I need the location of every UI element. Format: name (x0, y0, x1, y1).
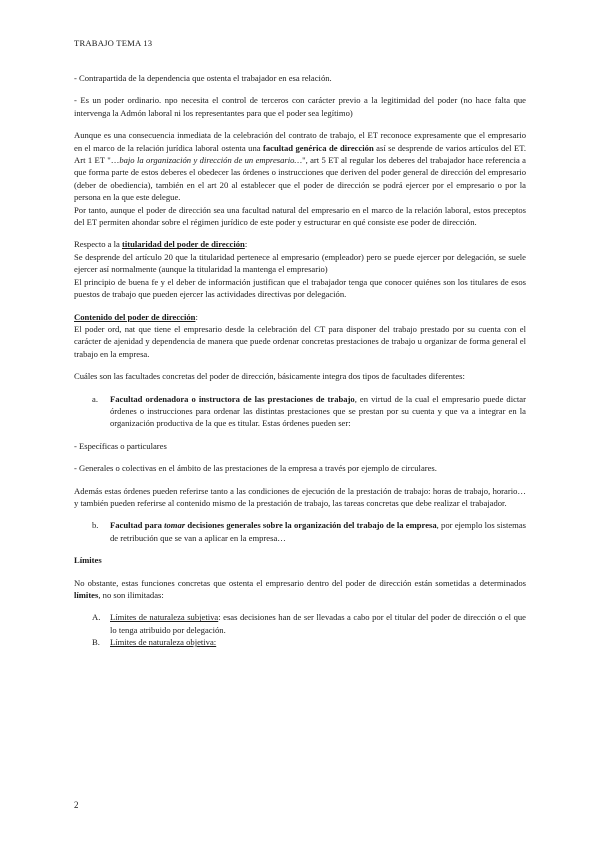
paragraph: - Específicas o particulares (74, 440, 167, 451)
list-marker: b. (92, 520, 99, 531)
list-marker: B. (92, 637, 100, 648)
section-heading-titularidad: titularidad del poder de dirección (121, 239, 245, 250)
paragraph: El principio de buena fe y el deber de información justifican que el trabajador tenga que conocer quiénes son los titulares de esos puestos de trabajo que pueden ejercer las actividades directivas por delegación. (74, 276, 526, 300)
paragraph: Cuáles son las facultades concretas del poder de dirección, básicamente integra dos tipos de facultades diferentes: (74, 371, 465, 382)
list-marker: a. (92, 393, 98, 404)
paragraph: Se desprende del artículo 20 que la titularidad pertenece al empresario (empleador) pero se puede ejercer por delegación, se suele ejercer así normalmente (aunque la titularidad la mantenga el empresario) (74, 251, 526, 275)
underlined-term: Límites de naturaleza objetiva: (110, 637, 217, 648)
bold-term: facultad genérica de dirección (263, 142, 374, 153)
paragraph: Además estas órdenes pueden referirse tanto a las condiciones de ejecución de la prestación de trabajo: horas de trabajo, horario… y también pueden referirse al contenido mismo de la prestación de trabajo, las tareas concretas que debe realizar el trabajador. (74, 485, 526, 508)
list-item-B (92, 636, 526, 648)
bold-term: límites (74, 590, 99, 600)
page-header: TRABAJO TEMA 13 (74, 38, 153, 48)
paragraph: - Generales o colectivas en el ámbito de las prestaciones de la empresa a través por ejemplo de circulares. (74, 463, 437, 474)
section-heading-contenido: Contenido del poder de dirección (74, 311, 196, 322)
bold-term: Facultad ordenadora o instructora de las prestaciones de trabajo (110, 393, 355, 404)
italic-quote: bajo la organización y dirección de un empresario… (119, 155, 303, 166)
page-number: 2 (74, 800, 79, 810)
section-heading-limites: Límites (74, 555, 102, 566)
paragraph: - Es un poder ordinario. npo necesita el control de terceros con carácter previo a la legitimidad del poder (no hace falta que intervenga la Admón laboral ni los representantes para que el poder sea legítimo) (74, 95, 526, 118)
paragraph: - Contrapartida de la dependencia que ostenta el trabajador en esa relación. (74, 73, 332, 83)
document-body (74, 72, 526, 649)
list-marker: A. (92, 612, 101, 623)
paragraph: Por tanto, aunque el poder de dirección sea una facultad natural del empresario en el marco de la relación laboral, estos preceptos del ET permiten ahondar sobre el régimen jurídico de este poder y estructurar en qué consiste ese poder de dirección. (74, 204, 526, 228)
paragraph: Respecto a la titularidad del poder de dirección: (74, 239, 248, 250)
list-item-A: A. Límites de naturaleza subjetiva: esas decisiones han de ser llevadas a cabo por el titular del poder de dirección o el que lo tenga atribuido por delegación. (92, 612, 526, 635)
paragraph: Contenido del poder de dirección: (74, 311, 198, 322)
paragraph: El poder ord, nat que tiene el empresario desde la celebración del CT para disponer del trabajo prestado por su cuenta con el carácter de ajenidad y dependencia de manera que puede ordenar concretas prestaciones de trabajo u organizar de forma general el trabajo en la empresa. (74, 323, 526, 359)
list-item-b: b. Facultad para tomar decisiones generales sobre la organización del trabajo de la empresa, por ejemplo los sistemas de retribución que se van a aplicar en la empresa… (92, 520, 527, 543)
paragraph: No obstante, estas funciones concretas que ostenta el empresario dentro del poder de dirección están sometidas a determinados límites, no son ilimitadas: (74, 577, 526, 600)
paragraph: Aunque es una consecuencia inmediata de la celebración del contrato de trabajo, el ET reconoce expresamente que el empresario en el marco de la relación jurídica laboral ostenta una facultad genérica de dirección así se desprende de varios artículos del ET. Art 1 ET "…bajo la organización y dirección de un empresario…", art 5 ET al regular los deberes del trabajador hace referencia a que forma parte de estos deberes el obedecer las órdenes o instrucciones que deriven del poder general de dirección del empresario (deber de obediencia), también en el art 20 al establecer que el poder de dirección se podrá ejercer por el empresario o por la persona en la que este delegue. (74, 130, 526, 203)
list-item-a: a. Facultad ordenadora o instructora de las prestaciones de trabajo, en virtud de la cual el empresario puede dictar órdenes o instrucciones para ordenar las distintas prestaciones que se prestan por su cuenta y que va a integrar en la organización productiva de la que es titular. Estas órdenes pueden ser: (92, 393, 526, 429)
underlined-term: Límites de naturaleza subjetiva (110, 612, 219, 623)
